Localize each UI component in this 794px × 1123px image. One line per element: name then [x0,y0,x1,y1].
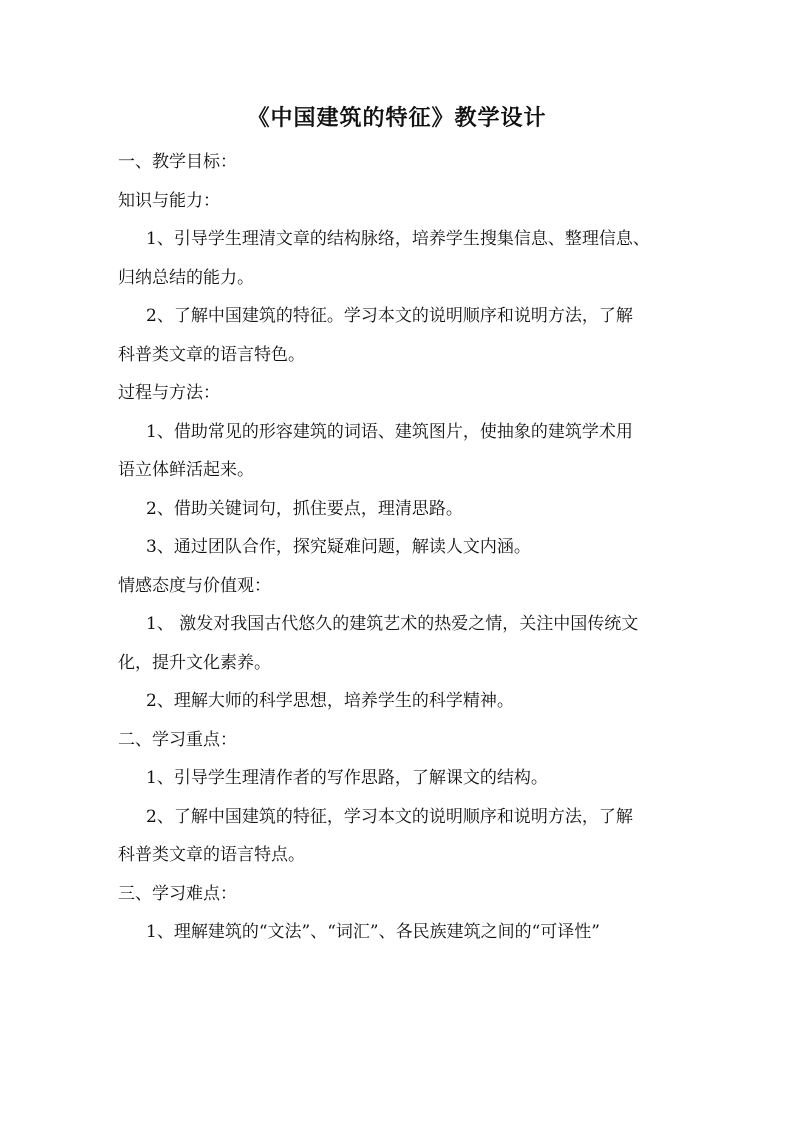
paragraph-line: 归纳总结的能力。 [118,267,254,288]
paragraph-line: 化，提升文化素养。 [118,652,271,673]
paragraph-line: 2、借助关键词句，抓住要点，理清思路。 [146,498,463,519]
section-heading-key-points: 二、学习重点： [118,729,237,750]
subheading-emotion-values: 情感态度与价值观： [118,575,271,596]
document-body [118,143,678,952]
subheading-process-method: 过程与方法： [118,383,220,403]
paragraph-line: 科普类文章的语言特色。 [118,344,305,365]
paragraph-line: 3、通过团队合作，探究疑难问题，解读人文内涵。 [146,537,531,557]
section-heading-objectives: 一、教学目标： [118,152,237,172]
paragraph-line: 1、理解建筑的“文法”、“词汇”、各民族建筑之间的“可译性” [146,922,600,942]
paragraph-line: 1、 激发对我国古代悠久的建筑艺术的热爱之情，关注中国传统文 [146,614,639,634]
paragraph-line: 1、引导学生理清文章的结构脉络，培养学生搜集信息、整理信息、 [146,229,650,249]
subheading-knowledge-ability: 知识与能力： [118,190,220,211]
paragraph-line: 科普类文章的语言特点。 [118,845,305,865]
paragraph-line: 2、理解大师的科学思想，培养学生的科学精神。 [146,691,514,711]
paragraph-line: 1、引导学生理清作者的写作思路，了解课文的结构。 [146,768,548,788]
document-title: 《中国建筑的特征》教学设计 [247,105,547,131]
paragraph-line: 1、借助常见的形容建筑的词语、建筑图片，使抽象的建筑学术用 [146,421,633,442]
section-heading-difficulties: 三、学习难点： [118,883,237,904]
paragraph-line: 2、了解中国建筑的特征，学习本文的说明顺序和说明方法，了解 [146,806,633,827]
paragraph-line: 2、了解中国建筑的特征。学习本文的说明顺序和说明方法，了解 [146,306,633,326]
paragraph-line: 语立体鲜活起来。 [118,460,254,480]
